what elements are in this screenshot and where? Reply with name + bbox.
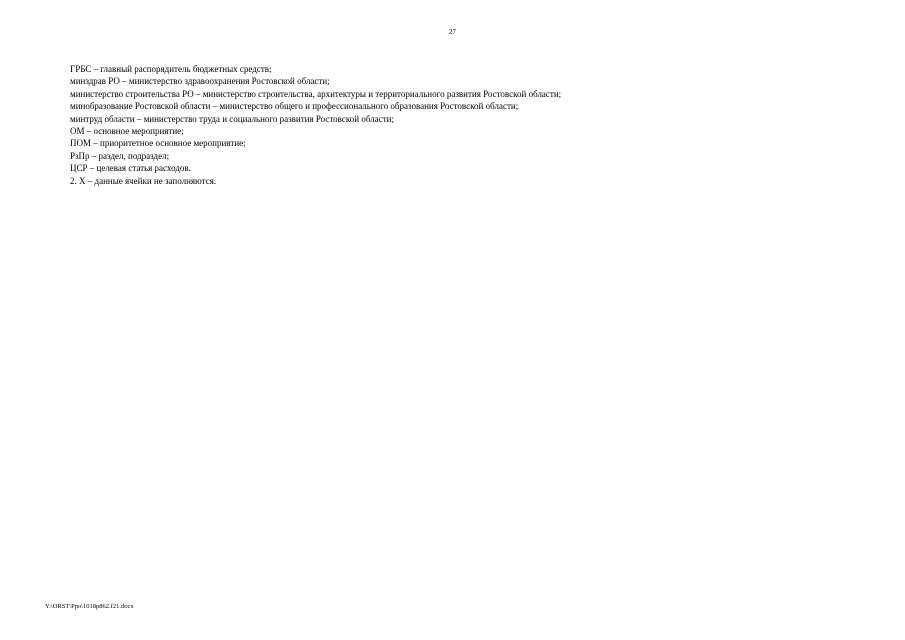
abbreviation-line-rzpr: РзПр – раздел, подраздел;	[70, 150, 170, 161]
abbreviation-line-minstroy: министерство строительства РО – министерство строительства, архитектуры и территориального развития Ростовской области;	[70, 88, 562, 99]
page-number: 27	[449, 28, 456, 36]
abbreviation-line-grbs: ГРБС – главный распорядитель бюджетных средств;	[70, 64, 272, 74]
abbreviation-line-minzdrav: минздрав РО – министерство здравоохранения Ростовской области;	[70, 76, 330, 87]
abbreviation-line-mintrud: минтруд области – министерство труда и социального развития Ростовской области;	[70, 113, 394, 124]
abbreviation-line-tssr: ЦСР – целевая статья расходов.	[70, 163, 191, 174]
abbreviation-line-minobrazovanie: минобразование Ростовской области – министерство общего и профессионального образования Ростовской области;	[70, 101, 519, 112]
note-line-x: 2. Х – данные ячейки не заполняются.	[70, 175, 217, 186]
abbreviation-line-pom: ПОМ – приоритетное основное мероприятие;	[70, 138, 246, 149]
abbreviation-line-om: ОМ – основное мероприятие;	[70, 126, 184, 137]
file-path-footer: Y:\ORST\Ppo\1018p862.f21.docx	[45, 603, 134, 610]
abbreviations-list	[70, 63, 870, 187]
